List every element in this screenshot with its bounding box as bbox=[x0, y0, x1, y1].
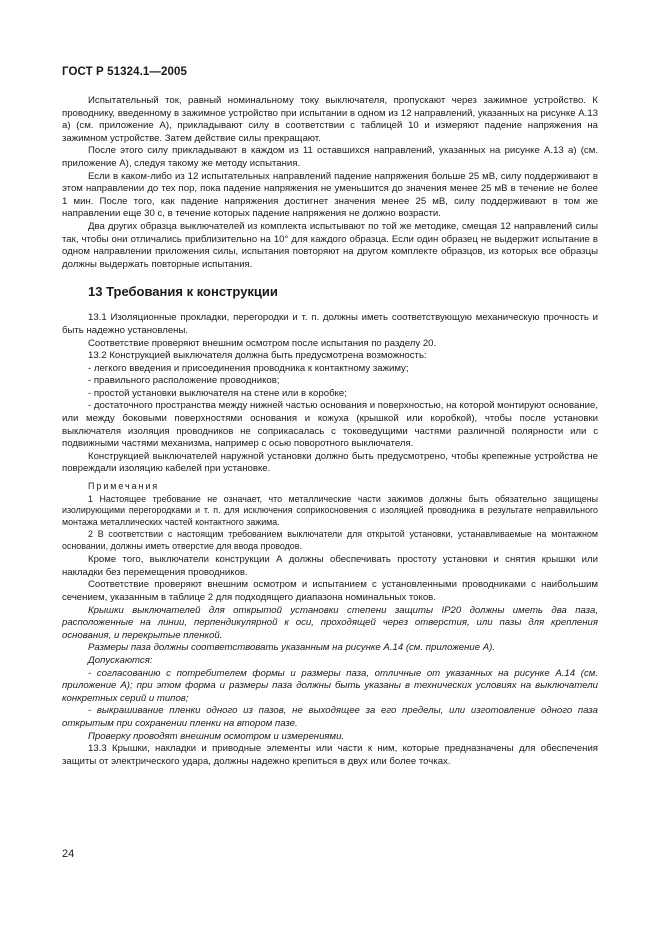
notes-title: Примечания bbox=[88, 481, 160, 492]
section-heading: 13 Требования к конструкции bbox=[88, 284, 278, 300]
note-item: 1 Настоящее требование не означает, что металлические части зажимов должны быть обязательно защищены изолирующими перегородками и т. п. для исключения соприкосновения с изоляцией проводника в результате неправильного монтажа металлических частей контактного зажима. bbox=[62, 493, 598, 528]
italic-paragraph: Проверку проводят внешним осмотром и измерениями. bbox=[88, 730, 345, 742]
paragraph: Если в каком-либо из 12 испытательных направлений падение напряжения больше 25 мВ, силу поддерживают в этом направлении до тех пор, пока падение напряжения не уменьшится до значения менее 25 мВ в течение не более 1 мин. После того, как падение напряжения достигнет значения менее 25 мВ, силу поддерживают в том же направлении еще 30 с, в течение которых падение напряжения не должно возрасти. bbox=[62, 170, 598, 220]
paragraph: После этого силу прикладывают в каждом из 11 оставшихся направлений, указанных на рисунке А.13 а) (см. приложение А), следуя такому же методу испытания. bbox=[62, 145, 598, 169]
clause-13-1: 13.1 Изоляционные прокладки, перегородки и т. п. должны иметь соответствующую механическую прочность и быть надежно установлены. bbox=[62, 312, 598, 336]
note-item: 2 В соответствии с настоящим требованием выключатели для открытой установки, устанавливаемые на монтажном основании, должны иметь отверстие для ввода проводов. bbox=[62, 528, 598, 551]
paragraph: Кроме того, выключатели конструкции А должны обеспечивать простоту установки и снятия крышки или накладки без перемещения проводников. bbox=[62, 554, 598, 578]
italic-list-item: - согласованию с потребителем формы и размеры паза, отличные от указанных на рисунке А.14 (см. приложение А); при этом форма и размеры паза должны быть указаны в технических условиях на выключатели конкретных серий и типов; bbox=[62, 667, 598, 704]
paragraph: Соответствие проверяют внешним осмотром после испытания по разделу 20. bbox=[88, 337, 437, 349]
clause-13-2: 13.2 Конструкцией выключателя должна быть предусмотрена возможность: bbox=[88, 350, 427, 362]
paragraph: Соответствие проверяют внешним осмотром и испытанием с установленными проводниками с наибольшим сечением, указанным в таблице 2 для подходящего диапазона номинальных токов. bbox=[62, 579, 598, 604]
list-item: - простой установки выключателя на стене или в коробке; bbox=[88, 387, 347, 399]
page-content bbox=[62, 95, 598, 768]
paragraph: Два других образца выключателей из комплекта испытывают по той же методике, смещая 12 направлений силы так, чтобы они отличались приблизительно на 10° для каждого образца. Если один образец не выдержит испытание в одном направлении приложения силы, испытания повторяют на другом комплекте образцов, из которых все образцы должны выдержать повторные испытания. bbox=[62, 220, 598, 270]
list-item: - легкого введения и присоединения проводника к контактному зажиму; bbox=[88, 362, 409, 374]
paragraph: Конструкцией выключателей наружной установки должно быть предусмотрено, чтобы крепежные устройства не повреждали изоляцию кабелей при установке. bbox=[62, 450, 598, 475]
page-number: 24 bbox=[62, 848, 75, 860]
paragraph: Испытательный ток, равный номинальному току выключателя, пропускают через зажимное устройство. К проводнику, введенному в зажимное устройство при испытании в одном из 12 направлений, указанных на рисунке А.13 а) (см. приложение А), прикладывают силу в соответствии с таблицей 10 и измеряют падение напряжения на зажимном устройстве. Затем действие силы прекращают. bbox=[62, 95, 598, 144]
standard-header: ГОСТ Р 51324.1—2005 bbox=[62, 66, 187, 78]
list-item: - достаточного пространства между нижней частью основания и поверхностью, на которой монтируют основание, или между боковыми поверхностями основания и кожуха (крышкой или коробкой), чтобы после установки выключателя изоляция проводников не соприкасалась с токоведущими частями различной полярности или с подвижными частями механизма, например с осью поворотного выключателя. bbox=[62, 400, 598, 450]
italic-paragraph: Допускаются: bbox=[88, 655, 153, 666]
italic-paragraph: Размеры паза должны соответствовать указанным на рисунке А.14 (см. приложение А). bbox=[88, 642, 496, 654]
clause-13-3: 13.3 Крышки, накладки и приводные элементы или части к ним, которые предназначены для обеспечения защиты от электрического удара, должны надежно крепиться в двух или более точках. bbox=[62, 743, 598, 767]
list-item: - правильного расположение проводников; bbox=[88, 375, 280, 387]
italic-paragraph: Крышки выключателей для открытой установки степени защиты IP20 должны иметь два паза, расположенные на линии, перпендикулярной к оси, проходящей через отверстия, или пазы для крепления основания, и перекрытые пленкой. bbox=[62, 604, 598, 641]
italic-list-item: - выкрашивание пленки одного из пазов, не выходящее за его пределы, или изготовление одного паза открытым при сохранении пленки на втором пазе. bbox=[62, 705, 598, 729]
